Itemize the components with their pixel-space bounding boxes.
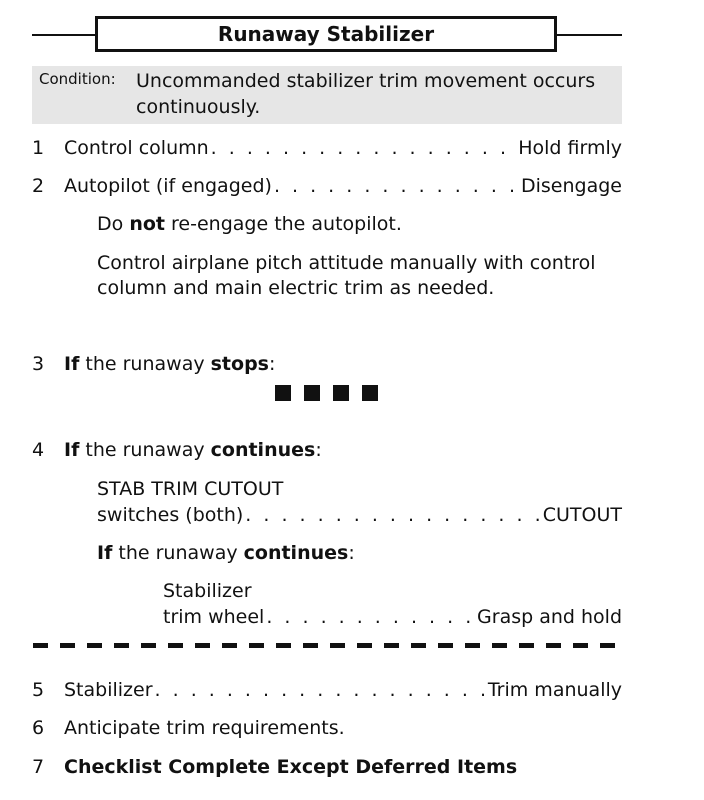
step-number: 5	[32, 679, 45, 701]
note-text: re-engage the autopilot.	[171, 213, 402, 235]
sub-item-1	[97, 503, 622, 527]
colon: :	[268, 353, 276, 375]
step-number: 3	[32, 353, 45, 375]
leader-dots	[155, 678, 486, 702]
step-emphasis: continues	[210, 439, 316, 461]
step-2-note	[97, 212, 617, 236]
if-keyword: If	[97, 542, 113, 564]
title-rule-left	[32, 34, 96, 36]
step-action: Disengage	[521, 175, 622, 197]
condition-emphasis: continues	[243, 542, 349, 564]
step-number: 7	[32, 756, 45, 778]
condition-text: the runaway	[118, 542, 238, 564]
checklist-complete-text: Checklist Complete Except Deferred Items	[64, 756, 518, 778]
colon: :	[348, 542, 355, 564]
step-number: 2	[32, 175, 45, 197]
leader-dots	[274, 174, 519, 198]
step-6	[32, 716, 622, 742]
step-2	[32, 174, 622, 200]
sub-item-text: switches (both)	[97, 504, 244, 526]
leader-dots	[266, 605, 475, 629]
step-3	[32, 352, 622, 378]
condition-label: Condition:	[39, 70, 116, 88]
step-item: Stabilizer	[64, 679, 153, 701]
nested-condition	[97, 541, 355, 565]
note-emphasis: not	[129, 213, 165, 235]
if-keyword: If	[64, 353, 80, 375]
step-5	[32, 678, 622, 704]
step-1	[32, 136, 622, 162]
colon: :	[315, 439, 322, 461]
note-text: Do	[97, 213, 124, 235]
if-keyword: If	[64, 439, 80, 461]
step-action: Trim manually	[487, 679, 622, 701]
step-item: Control column	[64, 137, 209, 159]
step-emphasis: stops	[210, 353, 269, 375]
square-icon	[304, 385, 320, 401]
sub-item-action: Grasp and hold	[477, 606, 622, 628]
title-rule-right	[556, 34, 622, 36]
checklist-title: Runaway Stabilizer	[95, 16, 557, 52]
square-icon	[275, 385, 291, 401]
sub-item-text: trim wheel	[163, 606, 265, 628]
sub-item-1-line1: STAB TRIM CUTOUT	[97, 478, 284, 500]
dashed-separator	[33, 643, 622, 648]
step-number: 6	[32, 717, 45, 739]
step-number: 4	[32, 439, 45, 461]
step-4	[32, 438, 622, 464]
step-number: 1	[32, 137, 45, 159]
condition-text: Uncommanded stabilizer trim movement occurs continuously.	[136, 70, 596, 118]
sub-item-2	[163, 605, 622, 629]
leader-dots	[211, 136, 517, 160]
square-icon	[333, 385, 349, 401]
sub-item-2-line1: Stabilizer	[163, 580, 252, 602]
step-action: Hold firmly	[518, 137, 622, 159]
step-item: Autopilot (if engaged)	[64, 175, 272, 197]
sub-item-action: CUTOUT	[542, 504, 622, 526]
step-7	[32, 755, 622, 781]
square-icon	[362, 385, 378, 401]
step-2-instruction: Control airplane pitch attitude manually with control column and main electric trim as needed.	[97, 252, 596, 299]
leader-dots	[245, 503, 540, 527]
condition-box	[32, 66, 622, 124]
step-text: the runaway	[85, 439, 205, 461]
step-text: Anticipate trim requirements.	[64, 717, 345, 739]
end-of-branch-marker	[275, 385, 378, 401]
step-text: the runaway	[85, 353, 205, 375]
